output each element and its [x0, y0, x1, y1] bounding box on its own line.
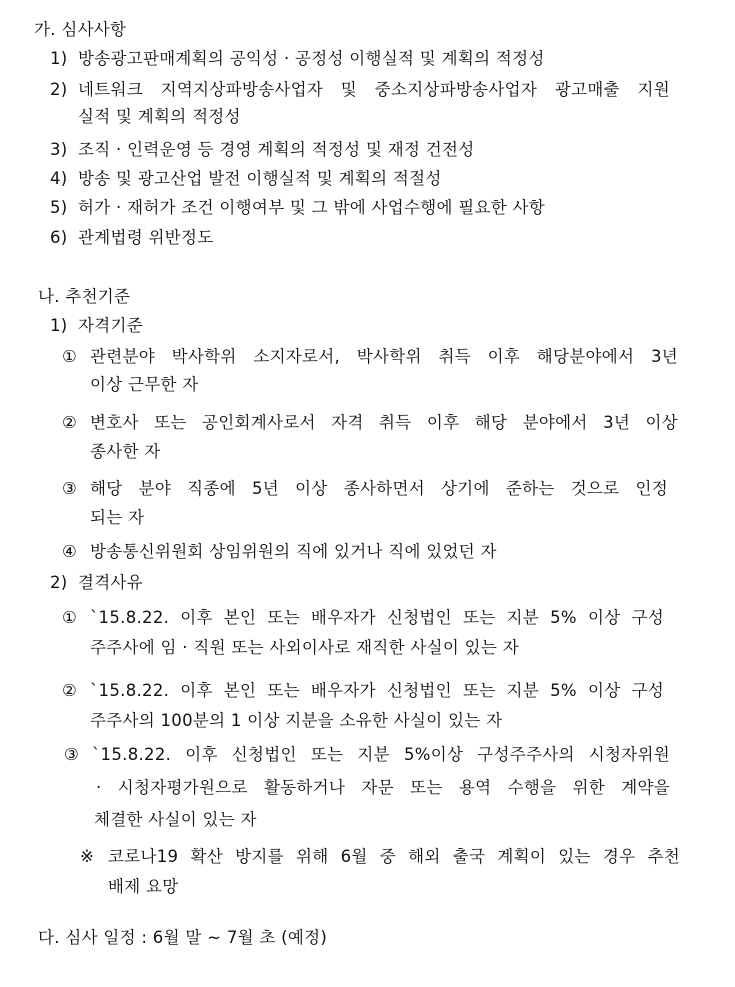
review-item-2-text-line1: 네트워크 지역지상파방송사업자 및 중소지상파방송사업자 광고매출 지원 [78, 80, 670, 99]
section-da-heading: 다. 심사 일정 : 6월 말 ~ 7월 초 (예정) [38, 928, 328, 947]
qualification-item-1-line1: 관련분야 박사학위 소지자로서, 박사학위 취득 이후 해당분야에서 3년 [90, 347, 678, 366]
qualification-item-2-line2: 종사한 자 [90, 442, 161, 461]
qualification-item-3-line2: 되는 자 [90, 508, 145, 527]
section-na-heading: 나. 추천기준 [38, 287, 131, 306]
qualification-item-3-marker: ③ [62, 479, 78, 498]
review-item-5-marker: 5) [50, 198, 68, 217]
qualification-marker: 1) [50, 316, 68, 335]
qualification-item-4-text: 방송통신위원회 상임위원의 직에 있거나 직에 있었던 자 [90, 542, 497, 561]
qualification-title: 자격기준 [78, 316, 143, 335]
review-item-3-marker: 3) [50, 140, 68, 159]
disqualification-marker: 2) [50, 573, 68, 592]
qualification-item-3-line1: 해당 분야 직종에 5년 이상 종사하면서 상기에 준하는 것으로 인정 [90, 479, 668, 498]
review-item-4-marker: 4) [50, 169, 68, 188]
disqualification-item-3-line2: · 시청자평가원으로 활동하거나 자문 또는 용역 수행을 위한 계약을 [96, 778, 670, 797]
review-item-4-text: 방송 및 광고산업 발전 이행실적 및 계획의 적절성 [78, 169, 442, 188]
disqualification-item-2-marker: ② [62, 681, 78, 700]
disqualification-item-1-line1: `15.8.22. 이후 본인 또는 배우자가 신청법인 또는 지분 5% 이상 구성 [90, 608, 664, 627]
review-item-6-text: 관계법령 위반정도 [78, 228, 214, 247]
review-item-2-text-line2: 실적 및 계획의 적정성 [78, 107, 241, 126]
disqualification-item-3-line1: `15.8.22. 이후 신청법인 또는 지분 5%이상 구성주주사의 시청자위원 [92, 745, 670, 764]
disqualification-item-3-marker: ③ [64, 745, 80, 764]
disqualification-title: 결격사유 [78, 573, 143, 592]
disqualification-item-1-marker: ① [62, 608, 78, 627]
note-line2: 배제 요망 [108, 877, 179, 896]
qualification-item-1-line2: 이상 근무한 자 [90, 375, 199, 394]
review-item-3-text: 조직 · 인력운영 등 경영 계획의 적정성 및 재정 건전성 [78, 140, 475, 159]
qualification-item-2-line1: 변호사 또는 공인회계사로서 자격 취득 이후 해당 분야에서 3년 이상 [90, 413, 678, 432]
review-item-5-text: 허가 · 재허가 조건 이행여부 및 그 밖에 사업수행에 필요한 사항 [78, 198, 545, 217]
note-line1: 코로나19 확산 방지를 위해 6월 중 해외 출국 계획이 있는 경우 추천 [108, 847, 680, 866]
disqualification-item-2-line1: `15.8.22. 이후 본인 또는 배우자가 신청법인 또는 지분 5% 이상 구성 [90, 681, 664, 700]
section-ga-heading: 가. 심사사항 [34, 20, 127, 39]
disqualification-item-3-line3: 체결한 사실이 있는 자 [94, 810, 257, 829]
review-item-1-text: 방송광고판매계획의 공익성 · 공정성 이행실적 및 계획의 적정성 [78, 49, 545, 68]
disqualification-item-1-line2: 주주사에 임 · 직원 또는 사외이사로 재직한 사실이 있는 자 [90, 638, 519, 657]
review-item-2-marker: 2) [50, 80, 68, 99]
review-item-1-marker: 1) [50, 49, 68, 68]
disqualification-item-2-line2: 주주사의 100분의 1 이상 지분을 소유한 사실이 있는 자 [90, 711, 503, 730]
qualification-item-2-marker: ② [62, 413, 78, 432]
review-item-6-marker: 6) [50, 228, 68, 247]
qualification-item-4-marker: ④ [62, 542, 78, 561]
note-marker: ※ [80, 847, 95, 866]
qualification-item-1-marker: ① [62, 347, 78, 366]
